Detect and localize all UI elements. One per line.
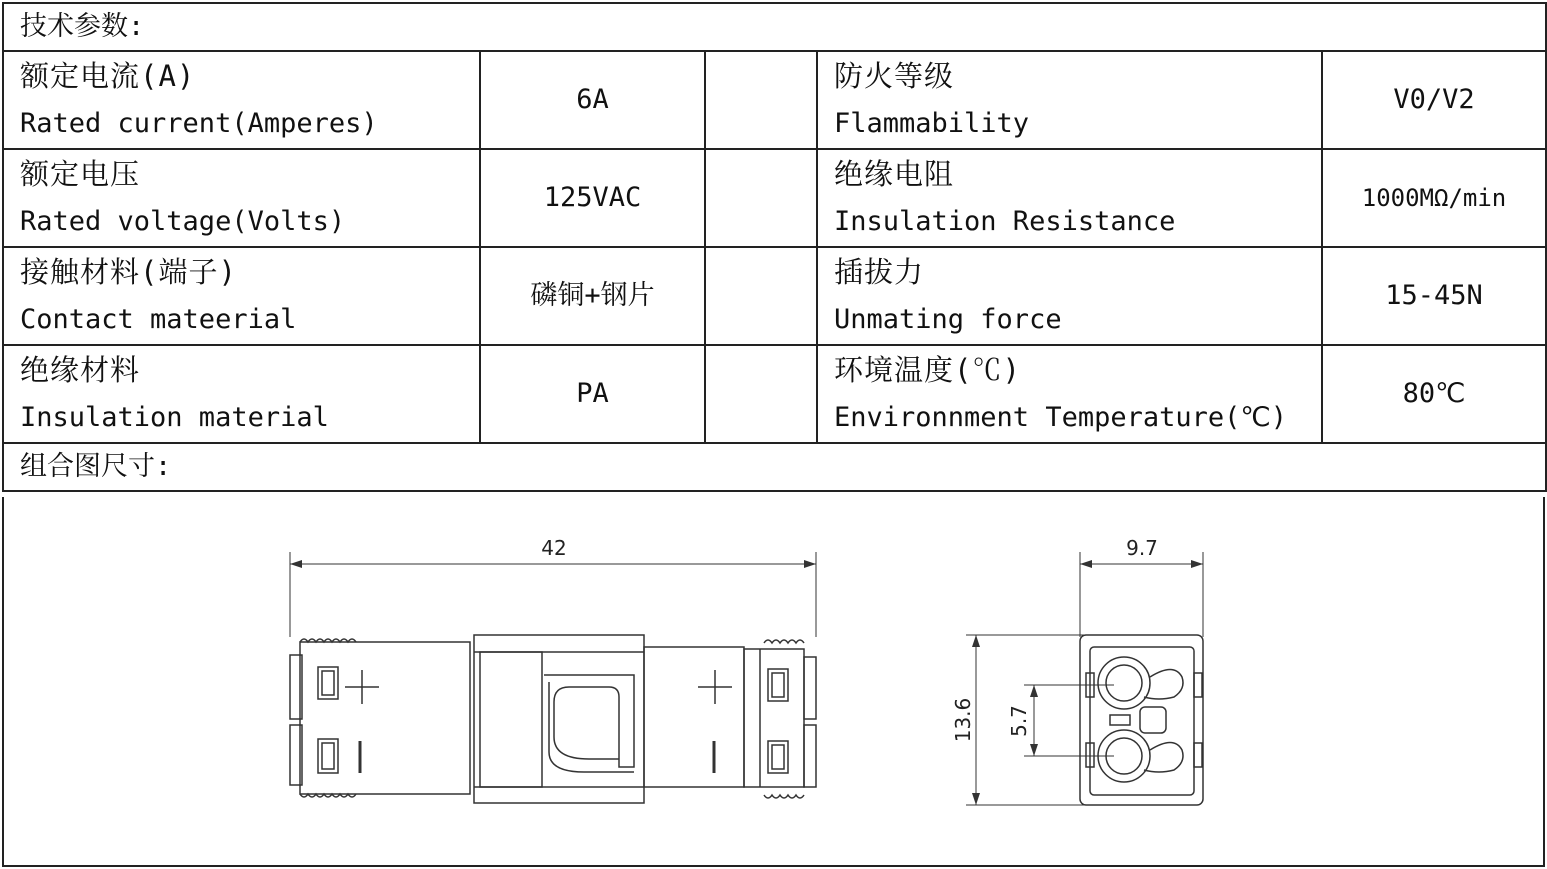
value-unmating-force: 15-45N <box>1322 247 1546 345</box>
label-contact-material: 接触材料(端子) Contact mateerial <box>3 247 480 345</box>
value-rated-voltage: 125VAC <box>480 149 705 247</box>
end-view <box>966 552 1203 805</box>
value-environment-temperature: 80℃ <box>1322 345 1546 443</box>
label-environment-temperature: 环境温度(℃) Environnment Temperature(℃) <box>817 345 1322 443</box>
value-insulation-resistance: 1000MΩ/min <box>1322 149 1546 247</box>
value-rated-current: 6A <box>480 51 705 149</box>
label-insulation-material: 绝缘材料 Insulation material <box>3 345 480 443</box>
label-rated-voltage: 额定电压 Rated voltage(Volts) <box>3 149 480 247</box>
value-insulation-material: PA <box>480 345 705 443</box>
value-contact-material: 磷铜+钢片 <box>480 247 705 345</box>
section-tech-title: 技术参数: <box>3 3 1546 51</box>
connector-drawing <box>4 497 1547 867</box>
drawing-area <box>2 497 1545 867</box>
spec-row <box>3 345 1546 443</box>
dim-side-length: 42 <box>541 536 567 560</box>
spec-table <box>2 2 1547 492</box>
label-flammability: 防火等级 Flammability <box>817 51 1322 149</box>
empty-cell <box>705 149 817 247</box>
section-dims-title: 组合图尺寸: <box>3 443 1546 491</box>
empty-cell <box>705 247 817 345</box>
spec-row <box>3 247 1546 345</box>
side-view <box>290 552 816 803</box>
empty-cell <box>705 51 817 149</box>
empty-cell <box>705 345 817 443</box>
dim-end-height: 13.6 <box>951 697 975 743</box>
label-rated-current: 额定电流(A) Rated current(Amperes) <box>3 51 480 149</box>
label-unmating-force: 插拔力 Unmating force <box>817 247 1322 345</box>
label-insulation-resistance: 绝缘电阻 Insulation Resistance <box>817 149 1322 247</box>
dim-end-width: 9.7 <box>1126 536 1158 560</box>
dim-pitch: 5.7 <box>1007 705 1031 737</box>
value-flammability: V0/V2 <box>1322 51 1546 149</box>
spec-row <box>3 51 1546 149</box>
spec-row <box>3 149 1546 247</box>
